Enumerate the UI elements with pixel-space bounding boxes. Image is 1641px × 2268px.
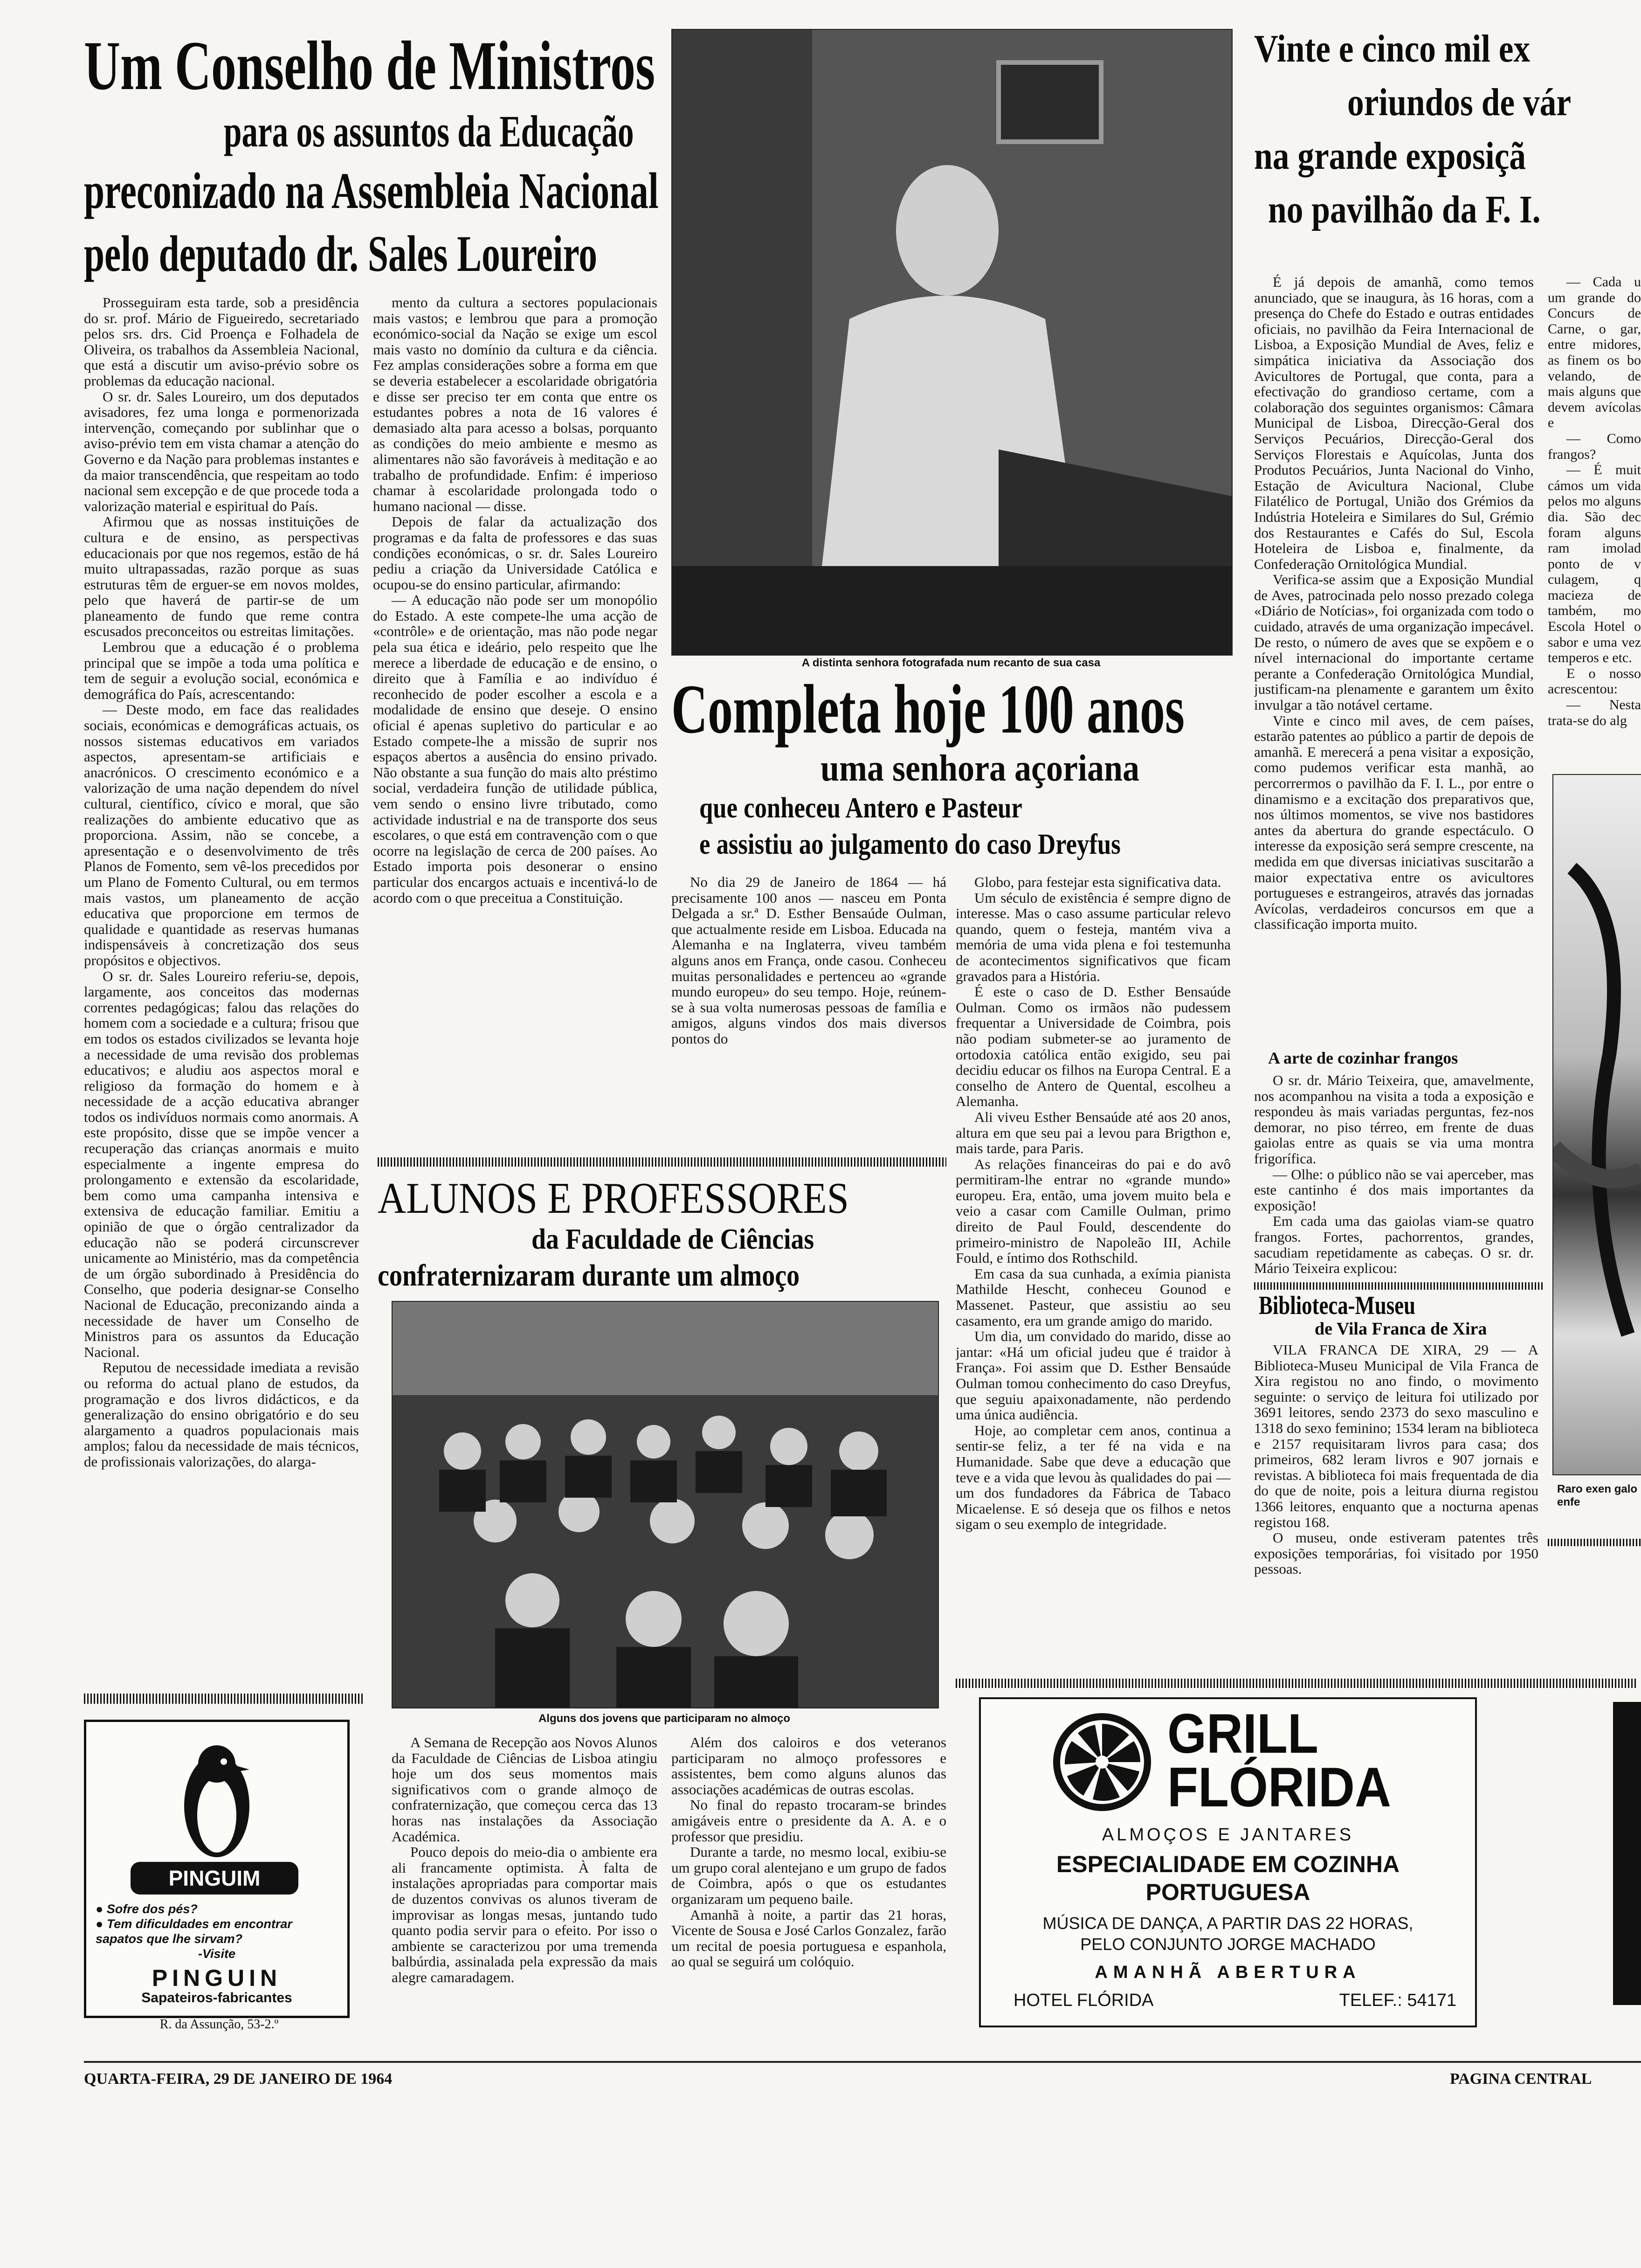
paragraph: — Olhe: o público não se vai aperceber, mas este cantinho é dos mais importantes da exposição! bbox=[1254, 1166, 1534, 1214]
photo-rooster bbox=[1552, 774, 1641, 1475]
paragraph: Um século de existência é sempre digno de interesse. Mas o caso assume particular relevo quando, quem o festeja, mantém viva a memória de uma vida plena e foi testemunha de acontecimentos significativos que ficam gravados para a História. bbox=[956, 889, 1231, 984]
pinguim-question-2: ● Tem dificuldades em encontrar sapatos que lhe sirvam? bbox=[96, 1917, 292, 1946]
photo-students bbox=[392, 1301, 939, 1708]
caption-students: Alguns dos jovens que participaram no almoço bbox=[538, 1712, 791, 1725]
article-biblioteca bbox=[1254, 1342, 1538, 1668]
paragraph: O sr. dr. Sales Loureiro referiu-se, depois, largamente, aos conceitos das modernas correntes pedagógicas; falou das relações do homem com a sociedade e a cultura; frisou que em todos os estados civilizados se levanta hoje a necessidade de uma revisão dos problemas educativos; e aludiu aos aspectos moral e religioso da formação do homem e à necessidade de a acção educativa abranger todos os indivíduos normais como anormais. A este propósito, disse que se impõe vencer a recuperação das crianças anormais e muito especialmente a ingente empresa do prolongamento e extensão da escolaridade, bem como uma campanha intensiva e extensiva de educação familiar. Emitiu a opinião de que o órgão centralizador da educação não se poderá circunscrever unicamente ao Ministério, mas da competência de um órgão subordinado à Presidência do Conselho, que poderia designar-se Conselho Nacional de Educação, preconizando ainda a necessidade de haver um Conselho de Ministros para os assuntos da Educação Nacional. bbox=[84, 968, 359, 1360]
paragraph: Durante a tarde, no mesmo local, exibiu-se um grupo coral alentejano e um grupo de fados de Coimbra, após o que os estudantes organizaram um pequeno baile. bbox=[671, 1844, 946, 1907]
paragraph: Prosseguiram esta tarde, sob a presidência do sr. prof. Mário de Figueiredo, secretariado pelos srs. drs. Cid Proença e Folhadela de Oliveira, os trabalhos da Assembleia Nacional, que está a discutir um aviso-prévio sobre os problemas da educação nacional. bbox=[84, 295, 359, 389]
pinguim-visit: -Visite bbox=[198, 1947, 236, 1961]
headline-students-line1: ALUNOS E PROFESSORES bbox=[378, 1174, 849, 1223]
headline-conselho-line3: preconizado na Assembleia Nacional bbox=[84, 162, 659, 219]
headline-students-line3-text: confraternizaram durante um almoço bbox=[378, 1258, 800, 1293]
paragraph: Depois de falar da actualização dos programas e da falta de professores e das suas condições económicas, o sr. dr. Sales Loureiro pediu a criação da Universidade Católica e ocupou-se do ensino particular, afirmando: bbox=[373, 513, 657, 593]
paragraph: — Deste modo, em face das realidades sociais, económicas e demográficas actuais, os nossos sistemas educativos em variados aspectos, apresentam-se artificiais e anacrónicos. O crescimento económico e a valorização de uma nação dependem do nível cultural, científico, cívico e moral, que são realizações do ambiente educativo que as proporciona. Assim, não se concebe, a apresentação e o desenvolvimento de três Planos de Fomento, sem vê-los precedidos por um Plano de Fomento Cultural, ou em termos mais vastos, um planeamento de acção educativa que proporcione em termos de qualidade e quantidade as reservas humanas indispensáveis à concretização dos seus propósitos e objectivos. bbox=[84, 701, 359, 968]
grill-hotel: HOTEL FLÓRIDA bbox=[1014, 1991, 1154, 2010]
caption-lady: A distinta senhora fotografada num recanto de sua casa bbox=[801, 657, 1101, 669]
paragraph: No final do repasto trocaram-se brindes amigáveis entre o presidente da A. A. e o professor que presidiu. bbox=[671, 1797, 946, 1845]
grill-name-1-text: GRILL bbox=[1167, 1702, 1318, 1765]
headline-aves-line4: no pavilhão da F. I. bbox=[1268, 188, 1541, 231]
grill-line-3: PORTUGUESA bbox=[1145, 1879, 1310, 1905]
article-conselho-col1 bbox=[84, 295, 359, 1694]
paragraph: — Cada u um grande do Concurs de Carne, o gar, entre midores, as finem os bo velando, de mais alguns que devem avícolas e bbox=[1548, 274, 1641, 431]
headline-students-line3 bbox=[378, 1259, 951, 1292]
headline-aves-line1: Vinte e cinco mil ex bbox=[1254, 28, 1531, 70]
grill-phone: TELEF.: 54171 bbox=[1339, 1991, 1456, 2010]
pinguim-address: R. da Assunção, 53-2.º bbox=[159, 2017, 279, 2032]
footer-rule bbox=[84, 2061, 1641, 2063]
paragraph: Globo, para festejar esta significativa data. bbox=[974, 874, 1221, 890]
subhead-frangos: A arte de cozinhar frangos bbox=[1268, 1049, 1458, 1067]
section-divider bbox=[84, 1694, 364, 1704]
ad-grill-florida bbox=[979, 1697, 1477, 2027]
headline-students bbox=[378, 1175, 951, 1259]
grill-line-1: ALMOÇOS E JANTARES bbox=[1102, 1825, 1354, 1845]
paragraph: VILA FRANCA DE XIRA, 29 — A Biblioteca-Museu Municipal de Vila Franca de Xira registou no ano findo, o movimento seguinte: o serviço de leitura foi utilizado por 3691 leitores, sendo 2373 do sexo masculino e 1318 do sexo feminino; 1534 leram na biblioteca e 2157 requisitaram livros para casa; dos primeiros, 682 leram livros e 907 jornais e revistas. A biblioteca foi mais frequentada de dia do que de noite, pois a leitura diurna registou 1366 leitores, enquanto que a nocturna apenas registou 168. bbox=[1254, 1342, 1538, 1530]
paragraph: — É muit cámos um vida pelos mo alguns dia. São dec foram alguns ram imolad ponto de v culagem, q macieza de também, mo Escola Hotel o sabor e uma vez temperos e etc. bbox=[1548, 462, 1641, 666]
article-conselho-col2 bbox=[373, 295, 657, 1143]
headline-centenary-line4: e assistiu ao julgamento do caso Dreyfus bbox=[699, 829, 1121, 860]
rooster-photo-image bbox=[1553, 775, 1641, 1474]
headline-conselho-line1: Um Conselho de Ministros bbox=[84, 27, 655, 104]
headline-centenary-line1: Completa hoje 100 anos bbox=[671, 671, 1185, 748]
headline-centenary-line3: que conheceu Antero e Pasteur bbox=[699, 792, 1022, 824]
headline-centenary bbox=[671, 671, 1240, 877]
grill-line-5: PELO CONJUNTO JORGE MACHADO bbox=[1080, 1935, 1376, 1954]
paragraph: Lembrou que a educação é o problema principal que se impõe a toda uma política e tem de seguir a evolução social, económica e demográfica do País, acrescentando: bbox=[84, 639, 359, 702]
paragraph: Hoje, ao completar cem anos, continua a sentir-se feliz, a ter fé na vida e na Humanidade. Sabe que deve a educação que teve e a vida que levou às qualidades do pai — um dos fundadores da Fábrica de Tabaco Micaelense. E só deseja que os filhos e netos sigam o seu exemplo de integridade. bbox=[956, 1422, 1231, 1533]
biblioteca-subtitle-text: de Vila Franca de Xira bbox=[1315, 1319, 1487, 1339]
headline-conselho-line4: pelo deputado dr. Sales Loureiro bbox=[84, 225, 597, 282]
grill-name-2 bbox=[1167, 1757, 1416, 1818]
paragraph: Ali viveu Esther Bensaúde até aos 20 anos, altura em que seu pai a levou para Brigthon e, mais tarde, para Paris. bbox=[956, 1108, 1231, 1157]
ad-pinguim bbox=[84, 1720, 350, 2018]
paragraph: O museu, onde estiveram patentes três exposições temporárias, foi visitado por 1950 pessoas. bbox=[1254, 1529, 1538, 1577]
biblioteca-subtitle bbox=[1315, 1320, 1538, 1339]
paragraph: Vinte e cinco mil aves, de cem países, estarão patentes ao público a partir de depois de amanhã. E merecerá a pena visitar a exposição, como pudemos verificar esta manhã, ao percorrermos o pavilhão da F. I. L., por entre o dinamismo e a excitação dos preparativos que, nos últimos momentos, se vive nos bastidores antes da abertura do grande espectáculo. O interesse da exposição será sempre crescente, na medida em que diversas iniciativas suscitarão a maior expectativa entre os avicultores portugueses e estrangeiros, através das jornadas Avícolas, verdadeiros concursos em que a classificação importa muito. bbox=[1254, 712, 1534, 933]
headline-conselho-line2: para os assuntos da Educação bbox=[224, 106, 634, 156]
headline-aves-line3: na grande exposiçã bbox=[1254, 134, 1526, 178]
pinguim-q1-text: Sofre dos pés? bbox=[106, 1902, 198, 1916]
paragraph: — A educação não pode ser um monopólio do Estado. A este compete-lhe uma acção de «contrôle» e de orientação, mas não pode negar pela sua ética e ideário, pelo respeito que lhe merece a liberdade de educação e de ensino, o direito que à Família e ao indivíduo é reconhecido de poder escolher a escola e a modalidade de ensino que deseje. O ensino oficial é apenas supletivo do particular e ao Estado compete-lhe a missão de suprir nos espaços abertos a ausência do ensino privado. Não obstante a sua função do mais alto préstimo social, verdadeira função de utilidade pública, vem sendo o ensino livre tributado, como actividade industrial e na de transporte dos seus escolares, o que está em contravenção com o que ocorre na legislação de cerca de 200 países. Ao Estado importa pois desonerar o ensino particular dos encargos actuais e incentivá-lo de acordo com o que preceitua a Constituição. bbox=[373, 592, 657, 906]
pinguim-type: Sapateiros-fabricantes bbox=[141, 1990, 292, 2005]
penguin-logo-icon bbox=[156, 1736, 277, 1867]
caption-rooster: Raro exen galo enfe bbox=[1557, 1483, 1638, 1508]
article-aves-col1b bbox=[1254, 1072, 1534, 1282]
article-students-col1 bbox=[392, 1735, 657, 2038]
section-divider bbox=[1548, 1539, 1641, 1546]
pinguim-name: PINGUIN bbox=[152, 1965, 282, 1991]
pinguim-brand: PINGUIM bbox=[168, 1866, 261, 1890]
paragraph: Pouco depois do meio-dia o ambiente era ali francamente optimista. À falta de instalações apropriadas para comportar mais de duzentos convivas os alunos tiveram de improvisar as longas mesas, juntando tudo quanto podia servir para o efeito. Por isso o ambiente se caracterizou por uma tremenda balbúrdia, assinalada pela expressão da mais alegre camaradagem. bbox=[392, 1844, 657, 1985]
dark-ad-edge bbox=[1613, 1702, 1641, 2005]
paragraph: Verifica-se assim que a Exposição Mundial de Aves, patrocinada pelo nosso prezado colega «Diário de Notícias», foi organizada com todo o cuidado, através de uma organização impecável. De resto, o número de aves que se expõem e o nível internacional do importante certame perante a Confederação Ornitológica Mundial, justificam-na plenamente e garantem um êxito invulgar a tão notável certame. bbox=[1254, 571, 1534, 713]
paragraph: mento da cultura a sectores populacionais mais vastos; e lembrou que para a promoção económico-social da Nação se exige um escol mais vasto no domínio da cultura e da ciência. Fez amplas considerações sobre a forma em que se deveria estabelecer a escolaridade obrigatória e disse ser preciso ter em conta que entre os estudantes pobres a nota de 16 valores é demasiado alta para acesso a bolsas, porquanto as condições do meio ambiente e mesmo as alimentares não são favoráveis à meditação e ao trabalho de profundidade. Enfim: é imperioso chamar à escolaridade prolongada todo o humano nacional — disse. bbox=[373, 295, 657, 514]
paragraph: É já depois de amanhã, como temos anunciado, que se inaugura, às 16 horas, com a presença do Chefe do Estado e outras entidades oficiais, no pavilhão da Feira Internacional de Lisboa, a Exposição Mundial de Aves, feliz e simpática iniciativa da Associação dos Avicultores de Portugal, que conta, para a efectivação do grandioso certame, com a colaboração dos seguintes organismos: Câmara Municipal de Lisboa, Direcção-Geral dos Serviços Pecuários, Direcção-Geral dos Serviços Florestais e Aquícolas, Junta dos Produtos Pecuários, Junta Nacional do Vinho, Estação de Avicultura Nacional, Clube Filatélico de Portugal, União dos Grémios da Indústria Hoteleira e Similares do Sul, Grémio dos Restaurantes e Cafés do Sul, Escola Hoteleira de Lisboa e, finalmente, da Confederação Ornitológica Mundial. bbox=[1254, 274, 1534, 572]
footer-date: QUARTA-FEIRA, 29 DE JANEIRO DE 1964 bbox=[84, 2070, 401, 2088]
pinguim-q2-text: Tem dificuldades em encontrar sapatos que lhe sirvam? bbox=[96, 1917, 292, 1946]
section-divider bbox=[1254, 1282, 1543, 1290]
headline-students-line2: da Faculdade de Ciências bbox=[531, 1224, 814, 1255]
headline-aves bbox=[1254, 28, 1641, 270]
paragraph: O sr. dr. Sales Loureiro, um dos deputados avisadores, fez uma longa e pormenorizada intervenção, começando por sublinhar que o aviso-prévio tem em vista chamar a atenção do Governo e da Nação para problemas instantes e da maior transcendência, que respeitam ao todo nacional sem excepção e de que procede toda a valorização material e espiritual do País. bbox=[84, 388, 359, 514]
paragraph: A Semana de Recepção aos Novos Alunos da Faculdade de Ciências de Lisboa atingiu hoje um dos seus momentos mais significativos com o grande almoço de confraternização, que começou cerca das 13 horas nas instalações da Associação Académica. bbox=[392, 1735, 657, 1845]
photo-lady bbox=[671, 29, 1233, 656]
headline-aves-line2: oriundos de vár bbox=[1347, 81, 1572, 124]
grill-name-2-text: FLÓRIDA bbox=[1167, 1756, 1391, 1819]
paragraph: — Como frangos? bbox=[1548, 430, 1641, 462]
article-centenary-col2 bbox=[956, 874, 1231, 1676]
paragraph: O sr. dr. Mário Teixeira, que, amavelmente, nos acompanhou na visita a toda a exposição e respondeu às mais variadas perguntas, fez-nos demorar, no piso térreo, em frente de duas gaiolas entre as quais se via uma montra frigorífica. bbox=[1254, 1072, 1534, 1167]
paragraph: Em casa da sua cunhada, a exímia pianista Mathilde Hescht, conheceu Gounod e Massenet. Pasteur, que assistiu ao seu casamento, era um grande amigo do marido. bbox=[956, 1265, 1231, 1329]
pinguim-question-1: ● Sofre dos pés? bbox=[96, 1902, 198, 1916]
paragraph: Amanhã à noite, a partir das 21 horas, Vicente de Sousa e José Carlos Gonzalez, farão um recital de poesia portuguesa e espanhola, ao qual se seguirá um colóquio. bbox=[671, 1906, 946, 1970]
biblioteca-title bbox=[1259, 1292, 1538, 1320]
article-aves-col1 bbox=[1254, 274, 1534, 1046]
paragraph: Reputou de necessidade imediata a revisão ou reforma do actual plano de estudos, da programação e dos livros didácticos, e da generalização do ensino obrigatório e do seu alargamento a quadros populacionais mais amplos; falou da necessidade de mais técnicos, de profissionais valorizações, do alarga- bbox=[84, 1359, 359, 1470]
grill-line-6: AMANHÃ ABERTURA bbox=[1095, 1963, 1361, 1982]
article-centenary-col1 bbox=[671, 874, 946, 1079]
footer-page: PAGINA CENTRAL bbox=[1441, 2070, 1592, 2088]
pinguim-visit-text: Visite bbox=[202, 1947, 236, 1961]
biblioteca-title-text: Biblioteca-Museu bbox=[1259, 1291, 1415, 1320]
grill-line-4: MÚSICA DE DANÇA, A PARTIR DAS 22 HORAS, bbox=[1042, 1914, 1413, 1933]
headline-centenary-line2: uma senhora açoriana bbox=[820, 748, 1139, 789]
paragraph: Em cada uma das gaiolas viam-se quatro frangos. Fortes, pachorrentos, grandes, sacudiam repetidamente as cabeças. O sr. dr. Mário Teixeira explicou: bbox=[1254, 1213, 1534, 1277]
article-aves-col2 bbox=[1548, 274, 1641, 764]
pinguim-banner bbox=[131, 1862, 298, 1895]
paragraph: As relações financeiras do pai e do avô permitiram-lhe entrar no «grande mundo» europeu. Era, então, uma jovem muito bela e veio a casar com Camille Oulman, primo direito de Paul Fould, descendente do primeiro-ministro de Napoleão III, Achile Fould, e íntimo dos Rothschild. bbox=[956, 1155, 1231, 1266]
orange-slice-logo-icon bbox=[1051, 1711, 1153, 1813]
paragraph: Um dia, um convidado do marido, disse ao jantar: «Há um oficial judeu que é traidor à França». Foi assim que D. Esther Bensaúde Oulman tomou conhecimento do caso Dreyfus, que seguiu apaixonadamente, não perdendo uma única audiência. bbox=[956, 1328, 1231, 1423]
grill-name-1 bbox=[1167, 1704, 1335, 1764]
grill-line-2: ESPECIALIDADE EM COZINHA bbox=[1056, 1851, 1400, 1877]
students-photo-image bbox=[393, 1302, 938, 1708]
paragraph: E o nosso acrescentou: bbox=[1548, 665, 1641, 697]
section-divider bbox=[956, 1679, 1636, 1688]
lady-photo-image bbox=[672, 30, 1232, 655]
paragraph: É este o caso de D. Esther Bensaúde Oulman. Como os irmãos não pudessem frequentar a Universidade de Coimbra, pois não podiam submeter-se ao juramento de ortodoxia católica então exigido, seu pai decidiu educar os filhos na Europa Central. E a conselho de Antero de Quental, escolheu a Alemanha. bbox=[956, 983, 1231, 1110]
paragraph: No dia 29 de Janeiro de 1864 — há precisamente 100 anos — nasceu em Ponta Delgada a sr.ª D. Esther Bensaúde Oulman, que actualmente reside em Lisboa. Educada na Alemanha e na Inglaterra, viveu também alguns anos em França, onde casou. Conheceu muitas personalidades e pertenceu ao «grande mundo europeu» do seu tempo. Hoje, reúnem-se à sua volta numerosas pessoas de família e amigos, alguns vindos dos mais diversos pontos do bbox=[671, 874, 946, 1047]
headline-conselho bbox=[84, 28, 657, 289]
section-divider bbox=[378, 1157, 946, 1167]
article-students-col2 bbox=[671, 1735, 946, 2038]
paragraph: Afirmou que as nossas instituições de cultura e de ensino, as perspectivas educacionais por que nos regemos, estão de há muito ultrapassadas, razão porque as suas estruturas têm de erguer-se em novos moldes, pelo que haverá de partir-se de um planeamento de fundo que reme contra escusados preconceitos ou estreitas limitações. bbox=[84, 513, 359, 640]
paragraph: — Nesta trata-se do alg bbox=[1548, 697, 1641, 728]
paragraph: Além dos caloiros e dos veteranos participaram no almoço professores e assistentes, bem como alguns alunos das associações académicas de outras escolas. bbox=[671, 1735, 946, 1798]
